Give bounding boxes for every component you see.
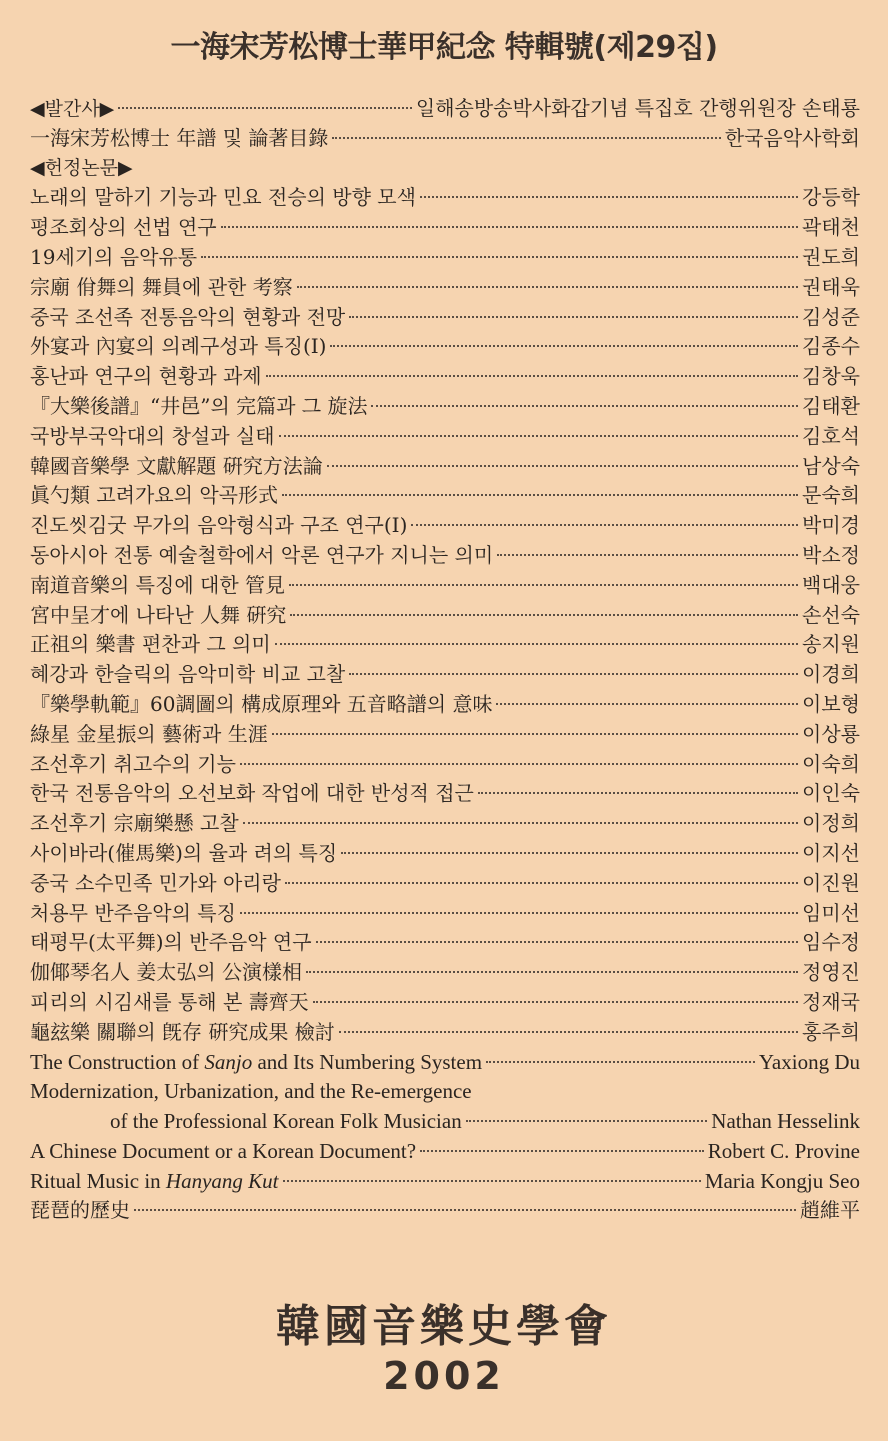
toc-entry — [30, 243, 860, 273]
toc-entry-title: A Chinese Document or a Korean Document? — [30, 1138, 417, 1163]
dot-leader — [118, 107, 412, 109]
toc-entry — [30, 690, 860, 720]
dot-leader — [306, 971, 798, 973]
toc-entry-author: 권태욱 — [802, 274, 860, 299]
toc-entry-title: 혜강과 한슬릭의 음악미학 비교 고찰 — [30, 662, 346, 687]
toc-entry-title: 19세기의 음악유통 — [30, 244, 198, 269]
toc-entry — [30, 601, 860, 631]
toc-entry-title-part: The Construction of — [30, 1049, 205, 1074]
toc-entry — [30, 958, 860, 988]
toc-entry-title: 진도씻김굿 무가의 음악형식과 구조 연구(Ⅰ) — [30, 513, 408, 538]
dot-leader — [327, 465, 798, 467]
toc-entry-title-italic: Hanyang Kut — [165, 1168, 279, 1193]
toc-entry-author: 김창욱 — [802, 364, 860, 389]
toc-entry — [30, 720, 860, 750]
toc-entry-title: 南道音樂의 특징에 대한 管見 — [30, 572, 285, 597]
toc-entry-title: 龜玆樂 關聯의 旣存 硏究成果 檢討 — [30, 1019, 335, 1044]
dot-leader — [330, 345, 798, 347]
dot-leader — [466, 1120, 708, 1122]
toc-entry-title: 伽倻琴名人 姜太弘의 公演樣相 — [30, 960, 303, 985]
toc-entry — [30, 869, 860, 899]
toc-entry — [30, 392, 860, 422]
toc-entry-title: 조선후기 취고수의 기능 — [30, 751, 236, 776]
toc-entry-author: 김종수 — [802, 334, 860, 359]
toc-entry-title: 조선후기 宗廟樂懸 고찰 — [30, 811, 239, 836]
toc-entry — [30, 1077, 860, 1107]
toc-entry-title: of the Professional Korean Folk Musician — [110, 1109, 462, 1134]
toc-entry-author: 정재국 — [802, 989, 860, 1014]
dot-leader — [240, 912, 798, 914]
toc-entry — [30, 988, 860, 1018]
dot-leader — [279, 435, 798, 437]
toc-entry-title: 국방부국악대의 창설과 실태 — [30, 423, 275, 448]
page-title: 一海宋芳松博士華甲紀念 特輯號(제29집) — [170, 30, 718, 65]
toc-entry-author: 홍주희 — [802, 1019, 860, 1044]
toc-entry-title: 宮中呈才에 나타난 人舞 硏究 — [30, 602, 287, 627]
toc-entry-author: 남상숙 — [802, 453, 860, 478]
toc-entry — [30, 809, 860, 839]
dot-leader — [221, 226, 798, 228]
toc-entry — [30, 928, 860, 958]
dot-leader — [341, 852, 798, 854]
toc-entry-title: 一海宋芳松博士 年譜 및 論著目錄 — [30, 125, 329, 150]
toc-entry-author: 이보형 — [802, 691, 860, 716]
dot-leader — [297, 286, 798, 288]
dot-leader — [289, 584, 798, 586]
toc-entry — [30, 1137, 860, 1167]
toc-entry-author: 이정희 — [802, 811, 860, 836]
toc-entry-author: 박소정 — [802, 542, 860, 567]
dot-leader — [201, 256, 798, 258]
toc-entry-author: 한국음악사학회 — [724, 125, 860, 150]
dot-leader — [420, 196, 798, 198]
toc-entry — [30, 1196, 860, 1226]
toc-entry — [30, 124, 860, 154]
toc-entry-title-part: Ritual Music in — [30, 1168, 166, 1193]
toc-entry-title: 韓國音樂學 文獻解題 硏究方法論 — [30, 453, 323, 478]
dot-leader — [282, 494, 798, 496]
toc-entry — [30, 779, 860, 809]
toc-entry-author: Robert C. Provine — [707, 1138, 860, 1163]
toc-entry-author: 이인숙 — [802, 781, 860, 806]
toc-entry-author: 손선숙 — [802, 602, 860, 627]
toc-entry-title-italic: Sanjo — [204, 1049, 253, 1074]
toc-entry-author: Maria Kongju Seo — [704, 1168, 860, 1193]
toc-entry-author: 강등학 — [802, 185, 860, 210]
toc-entry-title: 홍난파 연구의 현황과 과제 — [30, 364, 262, 389]
toc-entry-author: 송지원 — [802, 632, 860, 657]
dot-leader — [339, 1031, 798, 1033]
toc-entry-title: 眞勺類 고려가요의 악곡形式 — [30, 483, 278, 508]
toc-entry-author: 권도희 — [802, 244, 860, 269]
toc-entry-title: 사이바라(催馬樂)의 율과 려의 특징 — [30, 840, 338, 865]
toc-entry — [30, 630, 860, 660]
toc-entry-title: 노래의 말하기 기능과 민요 전승의 방향 모색 — [30, 185, 416, 210]
dot-leader — [332, 137, 720, 139]
toc-entry-title: Modernization, Urbanization, and the Re-emergence — [30, 1079, 472, 1104]
dot-leader — [243, 822, 798, 824]
toc-entry — [30, 899, 860, 929]
toc-entry — [30, 511, 860, 541]
toc-entry-author: 趙維平 — [800, 1198, 860, 1223]
toc-entry-author: 곽태천 — [802, 215, 860, 240]
dot-leader — [496, 703, 798, 705]
toc-entry-author: 임수정 — [802, 930, 860, 955]
toc-entry-title: 『大樂後譜』“井邑”의 完篇과 그 旋法 — [30, 393, 368, 418]
toc-entry-title: 동아시아 전통 예술철학에서 악론 연구가 지니는 의미 — [30, 542, 494, 567]
toc-entry — [30, 1167, 860, 1197]
toc-entry — [30, 481, 860, 511]
toc-entry-title: 『樂學軌範』60調圖의 構成原理와 五音略譜의 意味 — [30, 691, 493, 716]
toc-entry-author: Nathan Hesselink — [711, 1109, 860, 1134]
toc-entry-author: 김호석 — [802, 423, 860, 448]
toc-entry-author: 이지선 — [802, 840, 860, 865]
toc-entry — [30, 1048, 860, 1078]
toc-entry-author: 김태환 — [802, 393, 860, 418]
toc-entry-title — [30, 1167, 279, 1197]
toc-entry — [30, 750, 860, 780]
toc-entry-author: 정영진 — [802, 960, 860, 985]
toc-entry — [30, 541, 860, 571]
toc-entry — [30, 839, 860, 869]
dot-leader — [134, 1209, 796, 1211]
toc-entry-title: 평조회상의 선법 연구 — [30, 215, 217, 240]
dot-leader — [283, 1180, 701, 1182]
toc-entry — [30, 332, 860, 362]
dot-leader — [349, 316, 798, 318]
publication-year: 2002 — [383, 1354, 505, 1398]
toc-entry-title: 正祖의 樂書 편찬과 그 의미 — [30, 632, 271, 657]
toc-entry — [30, 273, 860, 303]
toc-entry-author: 문숙희 — [802, 483, 860, 508]
dot-leader — [316, 941, 799, 943]
dot-leader — [272, 733, 798, 735]
toc-entry-title: 태평무(太平舞)의 반주음악 연구 — [30, 930, 312, 955]
toc-entry-author: 임미선 — [802, 900, 860, 925]
toc-entry — [30, 1018, 860, 1048]
toc-entry-author: 일해송방송박사화갑기념 특집호 간행위원장 손태룡 — [415, 96, 860, 120]
dot-leader — [349, 673, 798, 675]
toc-entry — [30, 1107, 860, 1137]
toc-entry-title: ◀헌정논문▶ — [30, 156, 133, 179]
toc-entry-title: 外宴과 內宴의 의례구성과 특징(Ⅰ) — [30, 334, 327, 359]
toc-entry-author: 이경희 — [802, 662, 860, 687]
toc-entry-author: 김성준 — [802, 304, 860, 329]
dot-leader — [411, 524, 798, 526]
dot-leader — [285, 882, 798, 884]
toc-entry — [30, 303, 860, 333]
toc-entry-title: 宗廟 佾舞의 舞員에 관한 考察 — [30, 274, 293, 299]
toc-entry-author: 이진원 — [802, 870, 860, 895]
toc-entry-author: 이숙희 — [802, 751, 860, 776]
dot-leader — [478, 792, 798, 794]
toc-entry — [30, 183, 860, 213]
dot-leader — [240, 763, 798, 765]
toc-entry-author: 박미경 — [802, 513, 860, 538]
toc-entry-title: 중국 조선족 전통음악의 현황과 전망 — [30, 304, 346, 329]
toc-entry — [30, 154, 860, 184]
toc-entry-title: 한국 전통음악의 오선보화 작업에 대한 반성적 접근 — [30, 781, 474, 806]
toc-entry-title: 피리의 시김새를 통해 본 壽齊天 — [30, 989, 309, 1014]
toc-entry — [30, 660, 860, 690]
toc-entry-title — [30, 1048, 482, 1078]
table-of-contents — [30, 94, 860, 1226]
publisher-name: 韓國音樂史學會 — [276, 1301, 612, 1352]
dot-leader — [371, 405, 798, 407]
toc-entry-author: Yaxiong Du — [758, 1049, 860, 1074]
toc-entry-author: 백대웅 — [802, 572, 860, 597]
toc-entry-author: 이상룡 — [802, 721, 860, 746]
dot-leader — [313, 1001, 798, 1003]
toc-entry-title-part: and Its Numbering System — [252, 1049, 483, 1074]
toc-entry — [30, 571, 860, 601]
toc-entry-title: ◀발간사▶ — [30, 98, 115, 120]
dot-leader — [290, 614, 798, 616]
dot-leader — [275, 643, 798, 645]
toc-entry — [30, 213, 860, 243]
toc-entry-title: 중국 소수민족 민가와 아리랑 — [30, 870, 281, 895]
toc-entry — [30, 422, 860, 452]
toc-entry — [30, 452, 860, 482]
toc-entry — [30, 94, 860, 124]
dot-leader — [420, 1150, 704, 1152]
toc-entry-title: 綠星 金星振의 藝術과 生涯 — [30, 721, 268, 746]
toc-entry-title: 처용무 반주음악의 특징 — [30, 900, 236, 925]
dot-leader — [266, 375, 798, 377]
dot-leader — [486, 1061, 755, 1063]
dot-leader — [497, 554, 798, 556]
toc-entry — [30, 362, 860, 392]
toc-entry-title: 琵琶的歷史 — [30, 1198, 130, 1223]
